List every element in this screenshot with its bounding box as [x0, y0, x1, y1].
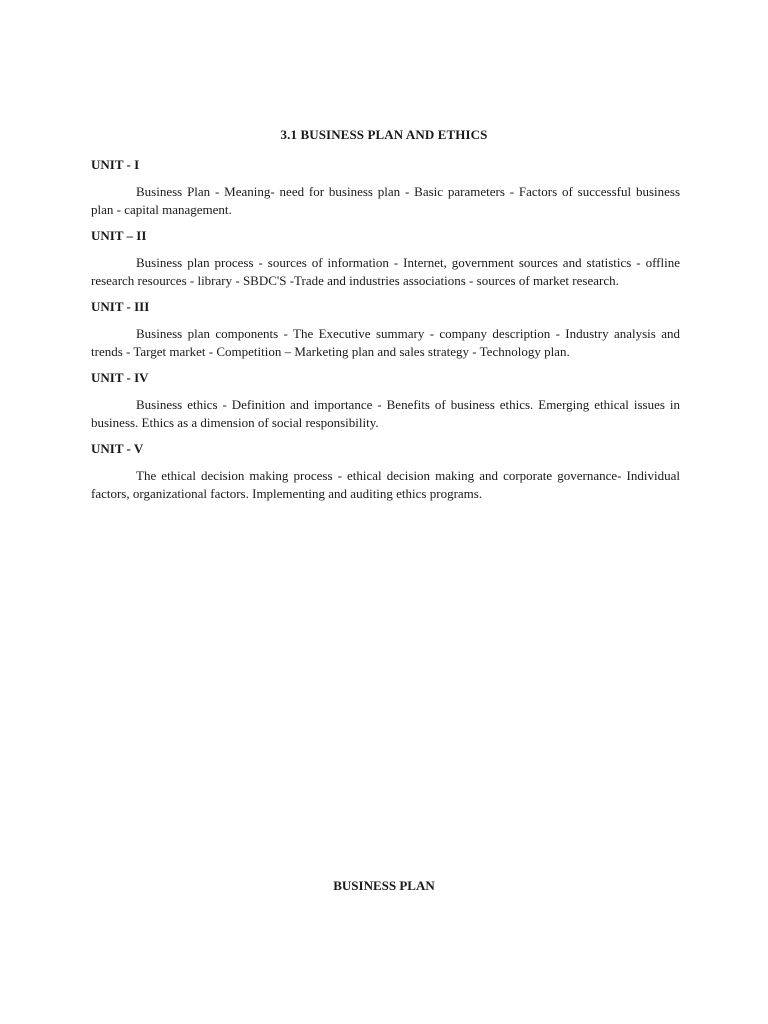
document-title: 3.1 BUSINESS PLAN AND ETHICS — [280, 127, 488, 142]
unit-description: Business ethics - Definition and importance - Benefits of business ethics. Emerging ethical issues in business. Ethics as a dimension of social responsibility. — [91, 397, 680, 430]
unit-description: Business Plan - Meaning- need for business plan - Basic parameters - Factors of successful business plan - capital management. — [91, 184, 680, 217]
unit-1 — [91, 157, 680, 218]
unit-5 — [91, 441, 680, 502]
unit-4 — [91, 370, 680, 431]
unit-heading: UNIT - V — [91, 441, 144, 456]
unit-heading: UNIT - III — [91, 299, 150, 314]
unit-2 — [91, 228, 680, 289]
unit-heading: UNIT - I — [91, 157, 140, 172]
unit-description: The ethical decision making process - ethical decision making and corporate governance- Individual factors, organizational factors. Implementing and auditing ethics programs. — [91, 468, 680, 501]
unit-heading: UNIT - IV — [91, 370, 149, 385]
unit-description: Business plan components - The Executive summary - company description - Industry analysis and trends - Target market - Competition – Marketing plan and sales strategy - Technology plan. — [91, 326, 680, 359]
syllabus-units — [91, 157, 680, 512]
unit-heading: UNIT – II — [91, 228, 147, 243]
section-title: BUSINESS PLAN — [333, 878, 435, 893]
unit-3 — [91, 299, 680, 360]
unit-description: Business plan process - sources of information - Internet, government sources and statistics - offline research resources - library - SBDC'S -Trade and industries associations - sources of market research. — [91, 255, 680, 288]
